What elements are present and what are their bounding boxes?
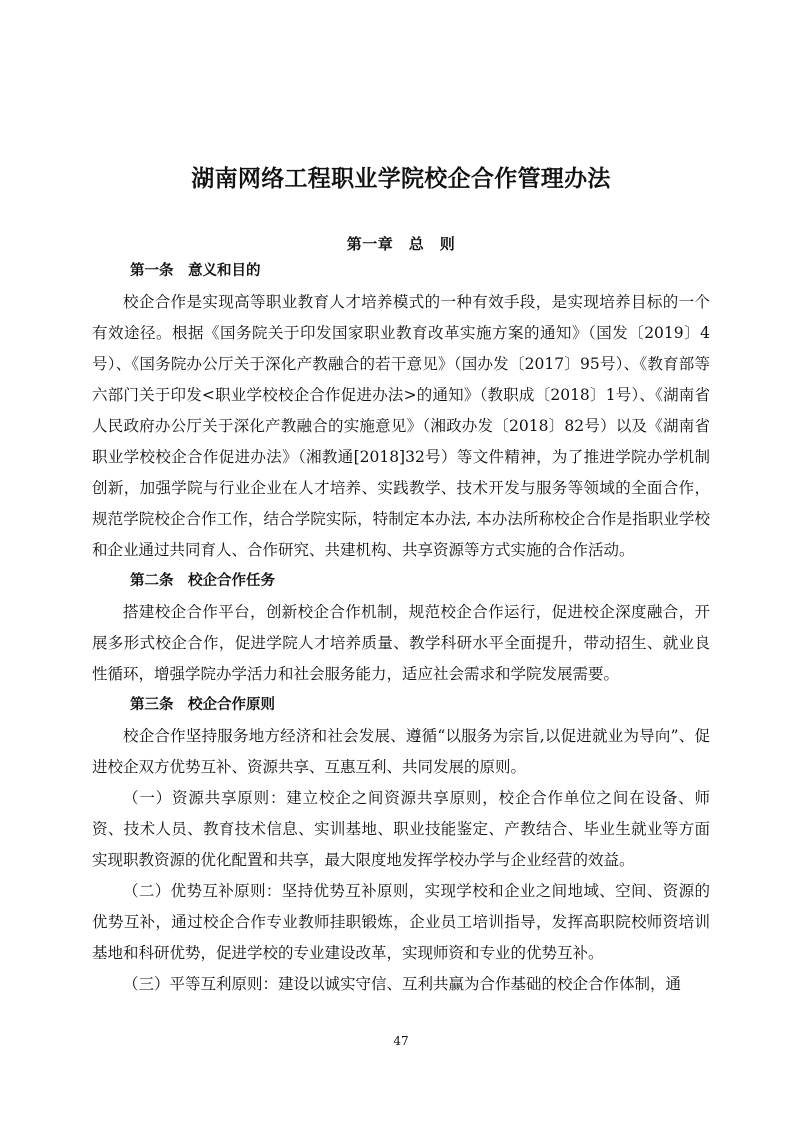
article-heading: 第三条 校企合作原则 <box>130 697 275 713</box>
article-paragraph: （三）平等互利原则：建设以诚实守信、互利共赢为合作基础的校企合作体制，通 <box>123 975 682 993</box>
document-title: 湖南网络工程职业学院校企合作管理办法 <box>191 165 611 193</box>
article-paragraph: 校企合作坚持服务地方经济和社会发展、遵循“以服务为宗旨,以促进就业为导向”、促进校企双方优势互补、资源共享、互惠互利、共同发展的原则。 <box>92 727 710 776</box>
article-3 <box>92 690 710 1000</box>
chapter-title: 第一章 总 则 <box>346 235 456 254</box>
article-heading: 第一条 意义和目的 <box>130 263 261 279</box>
article-paragraph: 搭建校企合作平台，创新校企合作机制，规范校企合作运行，促进校企深度融合，开展多形式校企合作，促进学院人才培养质量、教学科研水平全面提升，带动招生、就业良性循环，增强学院办学活力和社会服务能力，适应社会需求和学院发展需要。 <box>92 603 710 683</box>
document-page <box>92 0 710 1122</box>
article-paragraph: （二）优势互补原则：坚持优势互补原则，实现学校和企业之间地域、空间、资源的优势互补，通过校企合作专业教师挂职锻炼，企业员工培训指导，发挥高职院校师资培训基地和科研优势，促进学校的专业建设改革，实现师资和专业的优势互补。 <box>92 882 710 962</box>
document-body <box>92 256 710 1000</box>
article-heading: 第二条 校企合作任务 <box>130 573 275 589</box>
article-paragraph: 校企合作是实现高等职业教育人才培养模式的一种有效手段，是实现培养目标的一个有效途径。根据《国务院关于印发国家职业教育改革实施方案的通知》（国发〔2019〕4号）、《国务院办公厅关于深化产教融合的若干意见》（国办发〔2017〕95号）、《教育部等六部门关于印发<职业学校校企合作促进办法>的通知》（教职成〔2018〕1号）、《湖南省人民政府办公厅关于深化产教融合的实施意见》（湘政办发〔2018〕82号）以及《湖南省职业学校校企合作促进办法》（湘教通[2018]32号）等文件精神，为了推进学院办学机制创新，加强学院与行业企业在人才培养、实践教学、技术开发与服务等领域的全面合作，规范学院校企合作工作，结合学院实际，特制定本办法, 本办法所称校企合作是指职业学校和企业通过共同育人、合作研究、共建机构、共享资源等方式实施的合作活动。 <box>92 293 710 559</box>
article-2 <box>92 566 710 690</box>
page-number: 47 <box>393 1034 409 1048</box>
article-1 <box>92 256 710 566</box>
article-paragraph: （一）资源共享原则：建立校企之间资源共享原则，校企合作单位之间在设备、师资、技术人员、教育技术信息、实训基地、职业技能鉴定、产教结合、毕业生就业等方面实现职教资源的优化配置和共享，最大限度地发挥学校办学与企业经营的效益。 <box>92 789 710 869</box>
